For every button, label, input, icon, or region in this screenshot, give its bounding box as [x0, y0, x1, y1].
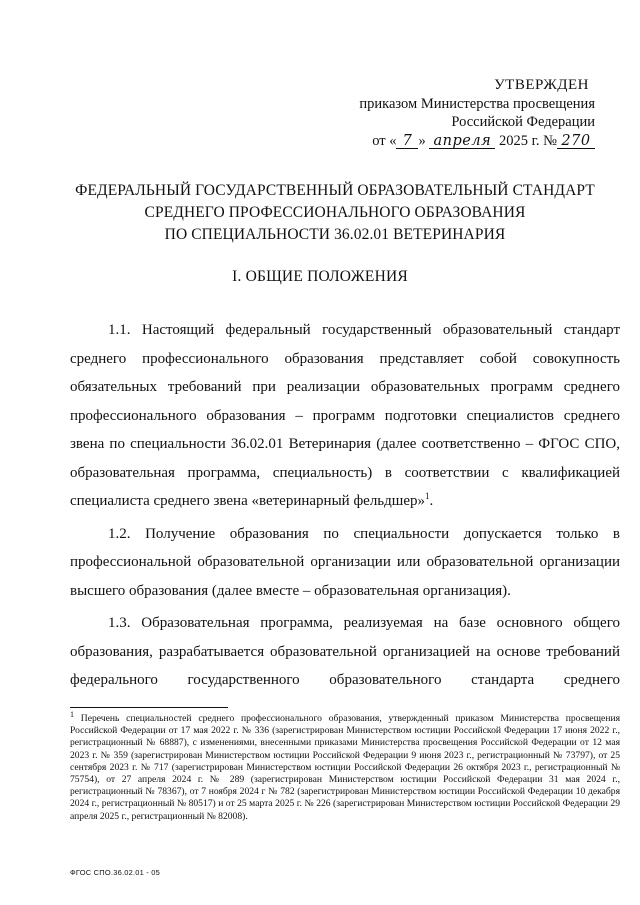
document-body: [70, 316, 620, 695]
paragraph-1-1: [70, 316, 620, 516]
handwritten-day: 7: [396, 134, 418, 149]
section-heading: I. ОБЩИЕ ПОЛОЖЕНИЯ: [232, 268, 408, 285]
title-line-1: ФЕДЕРАЛЬНЫЙ ГОСУДАРСТВЕННЫЙ ОБРАЗОВАТЕЛЬНЫЙ СТАНДАРТ: [75, 182, 595, 199]
paragraph-1-3: 1.3. Образовательная программа, реализуемая на базе основного общего образования, разрабатывается образовательной организацией на основе требований федерального государственного образовательного стандарта среднего: [70, 615, 620, 688]
title-line-2: СРЕДНЕГО ПРОФЕССИОНАЛЬНОГО ОБРАЗОВАНИЯ: [144, 204, 526, 221]
date-quote-close: »: [418, 132, 426, 149]
paragraph-1-2: 1.2. Получение образования по специальности допускается только в профессиональной образовательной организации или образовательной организации высшего образования (далее вместе – образовательная организация).: [70, 525, 620, 599]
document-title: [50, 180, 620, 246]
handwritten-month: апреля: [429, 134, 495, 149]
year-text: 2025 г. №: [498, 132, 557, 149]
approval-heading: УТВЕРЖДЕН: [494, 77, 589, 93]
approval-stamp: [340, 76, 595, 150]
approval-order-line: приказом Министерства просвещения: [359, 95, 595, 112]
footnote-mark: 1: [70, 709, 74, 719]
title-line-3: ПО СПЕЦИАЛЬНОСТИ 36.02.01 ВЕТЕРИНАРИЯ: [164, 226, 506, 243]
handwritten-number: 270: [557, 134, 595, 149]
page-footer-code: ФГОС СПО.36.02.01 - 05: [70, 868, 161, 877]
approval-date-line: [340, 132, 595, 151]
date-prefix: от «: [372, 132, 397, 149]
paragraph-1-1-text: 1.1. Настоящий федеральный государственный образовательный стандарт среднего профессионального образования представляет собой совокупность обязательных требований при реализации образовательных программ среднего профессионального образования – программ подготовки специалистов среднего звена по специальности 36.02.01 Ветеринария (далее соответственно – ФГОС СПО, образовательная программа, специальность) в соответствии с квалификацией специалиста среднего звена «ветеринарный фельдшер»: [70, 322, 620, 509]
approval-country-line: Российской Федерации: [451, 114, 595, 130]
footnote-divider: [70, 707, 228, 708]
footnote-text: Перечень специальностей среднего профессионального образования, утвержденный приказом Министерства просвещения Российской Федерации от 17 мая 2022 г. № 336 (зарегистрирован Министерством юстиции Российской Федерации 17 июня 2022 г., регистрационный № 68887), с изменениями, внесенными приказами Министерства просвещения Российской Федерации от 12 мая 2023 г. № 359 (зарегистрирован Министерством юстиции Российской Федерации 9 июня 2023 г., регистрационный № 73797), от 25 сентября 2023 г. № 717 (зарегистрирован Министерством юстиции Российской Федерации 26 октября 2023 г., регистрационный № 75754), от 27 апреля 2024 г. № 289 (зарегистрирован Министерством юстиции Российской Федерации 31 мая 2024 г., регистрационный № 78367), от 7 ноября 2024 г № 782 (зарегистрирован Министерством юстиции Российской Федерации 10 декабря 2024 г., регистрационный № 80517) и от 25 марта 2025 г. № 226 (зарегистрирован Министерством юстиции Российской Федерации 29 апреля 2025 г., регистрационный № 82008).: [70, 713, 620, 822]
footnote-ref: 1: [424, 491, 430, 501]
paragraph-1-1-end: .: [429, 493, 434, 509]
footnote: [70, 709, 620, 823]
